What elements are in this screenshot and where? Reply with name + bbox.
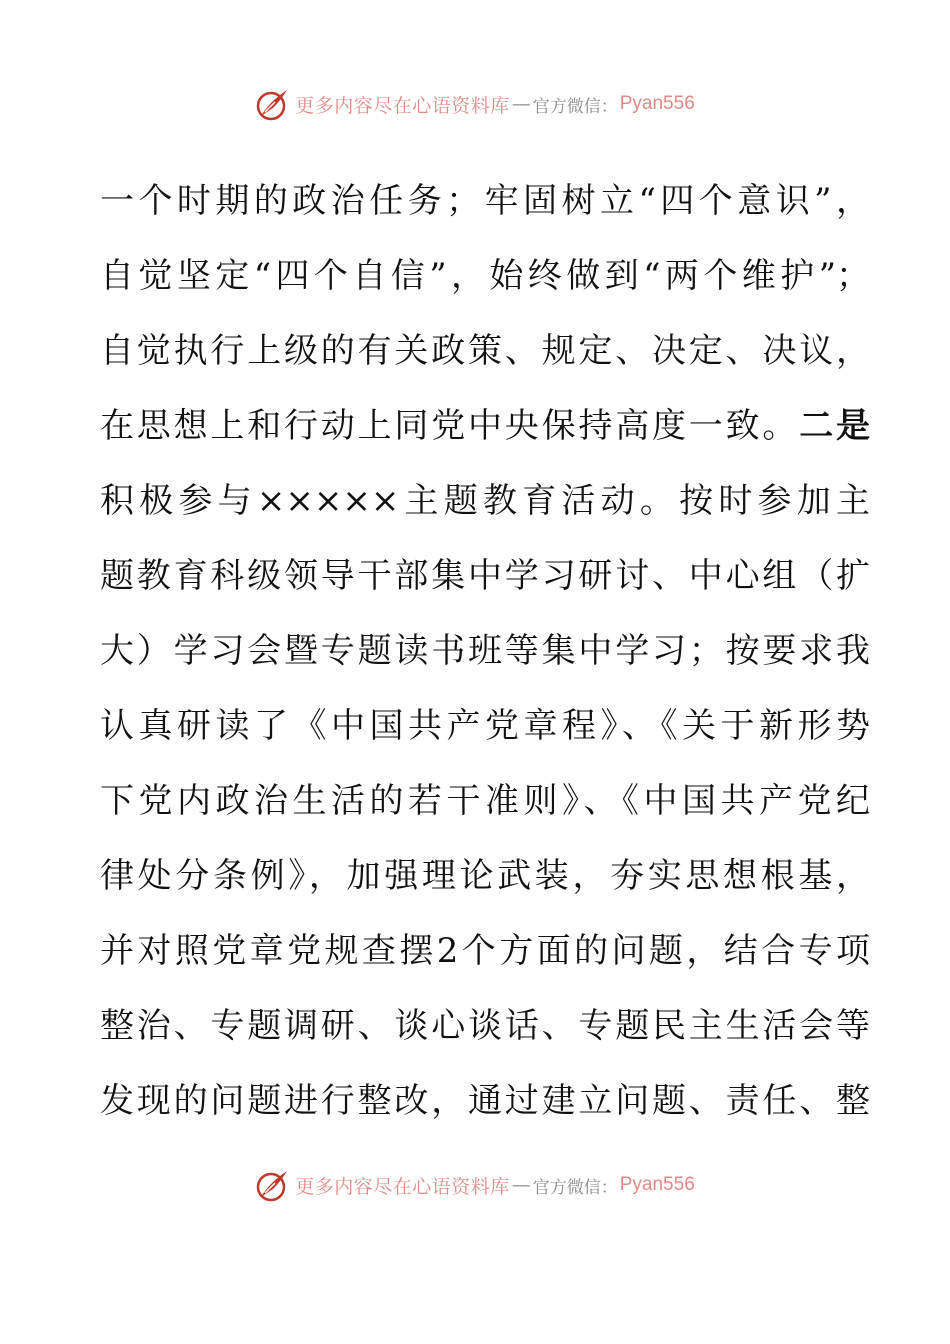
text-line-1: 一个时期的政治任务；牢固树立“四个意识”，: [100, 181, 870, 221]
document-body: [100, 170, 870, 1145]
quill-logo-icon: [255, 1167, 291, 1203]
footer-banner: [0, 1163, 950, 1207]
footer-wechat-id: Pyan556: [619, 1174, 695, 1195]
emphasis-second-point: 二是: [799, 406, 871, 446]
header-banner: [0, 82, 950, 126]
text-line-9: 下党内政治生活的若干准则》、《中国共产党纪: [100, 781, 870, 821]
text-line-13: 发现的问题进行整改，通过建立问题、责任、整: [100, 1081, 870, 1121]
text-line-11: 并对照党章党规查摆2个方面的问题，结合专项: [100, 931, 870, 971]
text-line-4: [100, 395, 870, 470]
header-site-text: 更多内容尽在心语资料库: [295, 94, 510, 117]
text-line-5: 积极参与×××××主题教育活动。按时参加主: [100, 481, 870, 521]
text-line-6: 题教育科级领导干部集中学习研讨、中心组（扩: [100, 556, 870, 596]
text-line-8: 认真研读了《中国共产党章程》、《关于新形势: [100, 706, 870, 746]
quill-logo-icon: [255, 86, 291, 122]
header-wechat-label: 官方微信：: [532, 96, 618, 117]
footer-wechat-label: 官方微信：: [532, 1177, 618, 1198]
text-line-2: 自觉坚定“四个自信”，始终做到“两个维护”；: [100, 256, 870, 296]
header-separator: —: [511, 93, 531, 115]
text-line-10: 律处分条例》，加强理论武装，夯实思想根基，: [100, 856, 870, 896]
header-wechat-id: Pyan556: [619, 93, 695, 114]
footer-separator: —: [511, 1174, 531, 1196]
text-line-7: 大）学习会暨专题读书班等集中学习；按要求我: [100, 631, 870, 671]
text-line-4-content: 在思想上和行动上同党中央保持高度一致。: [100, 406, 800, 446]
text-line-3: 自觉执行上级的有关政策、规定、决定、决议，: [100, 331, 870, 371]
footer-site-text: 更多内容尽在心语资料库: [295, 1175, 510, 1198]
text-line-12: 整治、专题调研、谈心谈话、专题民主生活会等: [100, 1006, 870, 1046]
